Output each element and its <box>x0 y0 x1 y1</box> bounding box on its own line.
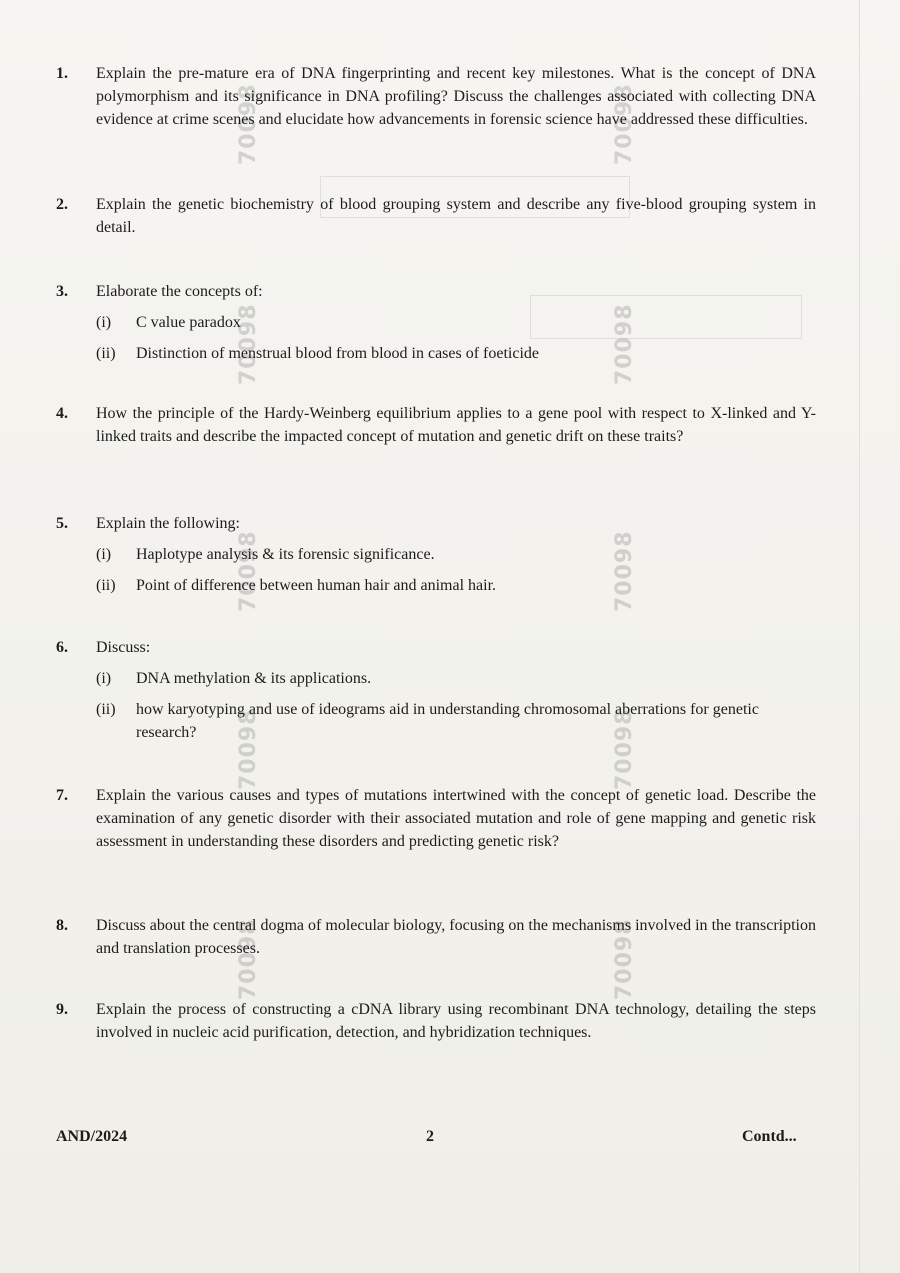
sub-question-text: Haplotype analysis & its forensic significance. <box>136 546 435 563</box>
sub-question-numeral: (ii) <box>96 701 116 718</box>
watermark: 70098 <box>612 918 637 1000</box>
sub-question-numeral: (i) <box>96 314 112 331</box>
question-number: 1. <box>56 65 68 82</box>
question-text: Explain the following: <box>96 515 240 532</box>
question-9 <box>56 998 816 1044</box>
sub-question-text: how karyotyping and use of ideograms aid in understanding chromosomal aberrations for genetic research? <box>136 701 759 741</box>
question-number: 4. <box>56 405 68 422</box>
question-1 <box>56 62 816 131</box>
watermark: 70098 <box>612 303 637 385</box>
sub-question <box>96 342 816 365</box>
question-text: Explain the genetic biochemistry of blood grouping system and describe any five-blood grouping system in detail. <box>96 196 816 236</box>
sub-question <box>96 698 816 744</box>
page-edge-divider <box>859 0 860 1273</box>
question-text: Explain the process of constructing a cDNA library using recombinant DNA technology, detailing the steps involved in nucleic acid purification, detection, and hybridization techniques. <box>96 1001 816 1041</box>
sub-question-numeral: (i) <box>96 670 112 687</box>
question-3 <box>56 280 816 365</box>
question-text: How the principle of the Hardy-Weinberg equilibrium applies to a gene pool with respect to X-linked and Y-linked traits and describe the impacted concept of mutation and genetic drift on these traits? <box>96 405 816 445</box>
footer-contd: Contd... <box>742 1128 797 1145</box>
watermark: 70098 <box>236 708 261 790</box>
sub-question-numeral: (i) <box>96 546 112 563</box>
sub-question <box>96 667 816 690</box>
watermark: 70098 <box>236 918 261 1000</box>
question-text: Explain the various causes and types of mutations intertwined with the concept of genetic load. Describe the examination of any genetic disorder with their associated mutation and role of gene mapping and genetic risk assessment in understanding these disorders and predicting genetic risk? <box>96 787 816 850</box>
page-number: 2 <box>426 1128 434 1145</box>
question-number: 9. <box>56 1001 68 1018</box>
question-number: 5. <box>56 515 68 532</box>
watermark: 70098 <box>612 708 637 790</box>
sub-question-text: Point of difference between human hair and animal hair. <box>136 577 497 594</box>
question-number: 2. <box>56 196 68 213</box>
sub-question <box>96 574 816 597</box>
question-2 <box>56 193 816 239</box>
sub-question <box>96 311 816 334</box>
sub-question-text: C value paradox <box>136 314 241 331</box>
watermark: 70098 <box>236 83 261 165</box>
question-6 <box>56 636 816 744</box>
question-text: Discuss about the central dogma of molecular biology, focusing on the mechanisms involved in the transcription and translation processes. <box>96 917 816 957</box>
question-8 <box>56 914 816 960</box>
question-text: Discuss: <box>96 639 151 656</box>
question-number: 3. <box>56 283 68 300</box>
watermark: 70098 <box>612 83 637 165</box>
watermark: 70098 <box>236 530 261 612</box>
question-number: 6. <box>56 639 68 656</box>
question-4 <box>56 402 816 448</box>
sub-question-numeral: (ii) <box>96 345 116 362</box>
watermark: 70098 <box>612 530 637 612</box>
question-5 <box>56 512 816 597</box>
question-number: 8. <box>56 917 68 934</box>
sub-question-text: Distinction of menstrual blood from blood in cases of foeticide <box>136 345 540 362</box>
question-text: Explain the pre-mature era of DNA fingerprinting and recent key milestones. What is the concept of DNA polymorphism and its significance in DNA profiling? Discuss the challenges associated with collecting DNA evidence at crime scenes and elucidate how advancements in forensic science have addressed these difficulties. <box>96 65 816 128</box>
question-7 <box>56 784 816 853</box>
question-text: Elaborate the concepts of: <box>96 283 263 300</box>
watermark: 70098 <box>236 303 261 385</box>
footer-code: AND/2024 <box>56 1128 128 1145</box>
sub-question-text: DNA methylation & its applications. <box>136 670 372 687</box>
question-number: 7. <box>56 787 68 804</box>
sub-question-numeral: (ii) <box>96 577 116 594</box>
sub-question <box>96 543 816 566</box>
